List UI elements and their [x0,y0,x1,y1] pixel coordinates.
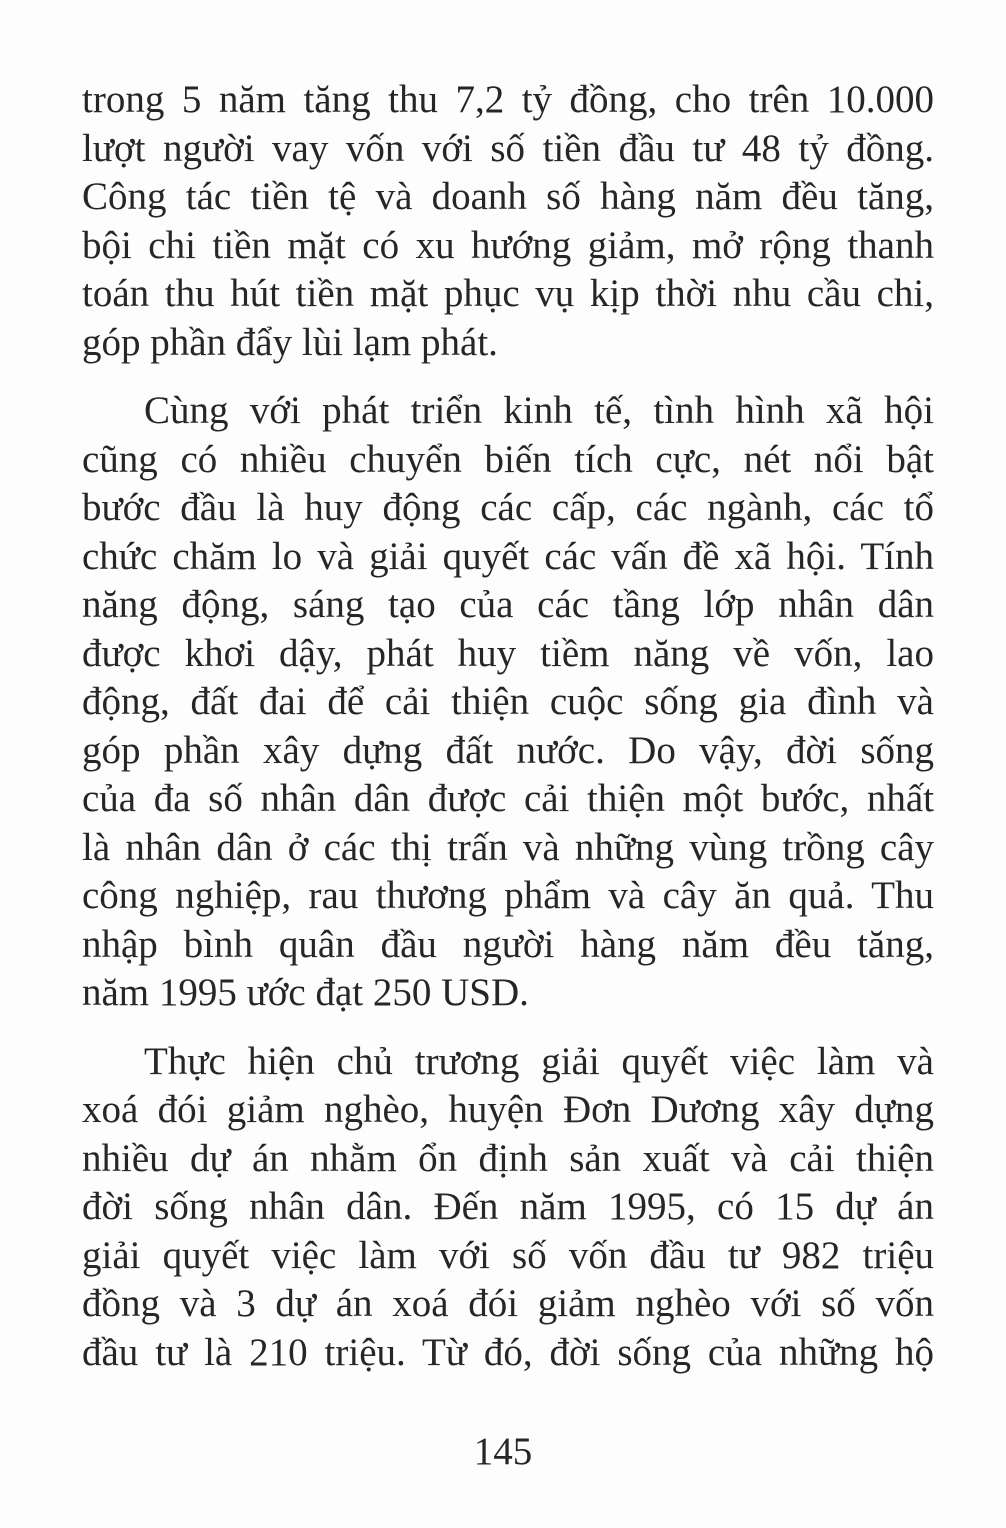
text-line: được khơi dậy, phát huy tiềm năng về vốn, lao [82,631,934,675]
text-line: bước đầu là huy động các cấp, các ngành, các tổ [82,486,934,529]
text-line: của đa số nhân dân được cải thiện một bước, nhất [82,777,934,820]
text-line: chức chăm lo và giải quyết các vấn đề xã hội. Tính [82,534,934,578]
text-line: góp phần đẩy lùi lạm phát. [82,320,498,364]
text-line: động, đất đai để cải thiện cuộc sống gia đình và [82,680,934,723]
text-line: đồng và 3 dự án xoá đói giảm nghèo với số vốn [82,1282,934,1325]
text-line: là nhân dân ở các thị trấn và những vùng trồng cây [82,825,934,869]
body-text [82,76,934,1397]
text-line: trong 5 năm tăng thu 7,2 tỷ đồng, cho trên 10.000 [82,78,934,121]
text-line: bội chi tiền mặt có xu hướng giảm, mở rộng thanh [82,223,934,267]
paragraph-1 [82,76,934,367]
text-line: giải quyết việc làm với số vốn đầu tư 982 triệu [82,1233,934,1277]
text-line: công nghiệp, rau thương phẩm và cây ăn quả. Thu [82,874,934,917]
text-line: Thực hiện chủ trương giải quyết việc làm và [144,1039,934,1083]
text-line: năm 1995 ước đạt 250 USD. [82,971,529,1014]
text-line: Cùng với phát triển kinh tế, tình hình xã hội [144,389,934,432]
text-line: nhiều dự án nhằm ổn định sản xuất và cải thiện [82,1136,934,1180]
text-line: đầu tư là 210 triệu. Từ đó, đời sống của những hộ [82,1330,934,1374]
text-line: góp phần xây dựng đất nước. Do vậy, đời sống [82,728,934,772]
text-line: nhập bình quân đầu người hàng năm đều tăng, [82,922,934,966]
text-line: năng động, sáng tạo của các tầng lớp nhân dân [82,583,934,626]
page-number: 145 [473,1430,533,1473]
text-line: lượt người vay vốn với số tiền đầu tư 48 tỷ đồng. [82,126,934,170]
paragraph-3 [82,1038,934,1378]
text-line: xoá đói giảm nghèo, huyện Đơn Dương xây dựng [82,1088,934,1131]
text-line: cũng có nhiều chuyển biến tích cực, nét nổi bật [82,437,934,481]
text-line: đời sống nhân dân. Đến năm 1995, có 15 dự án [82,1185,934,1228]
text-line: toán thu hút tiền mặt phục vụ kịp thời nhu cầu chi, [82,272,934,315]
text-line: Công tác tiền tệ và doanh số hàng năm đều tăng, [82,175,934,218]
paragraph-2 [82,387,934,1018]
